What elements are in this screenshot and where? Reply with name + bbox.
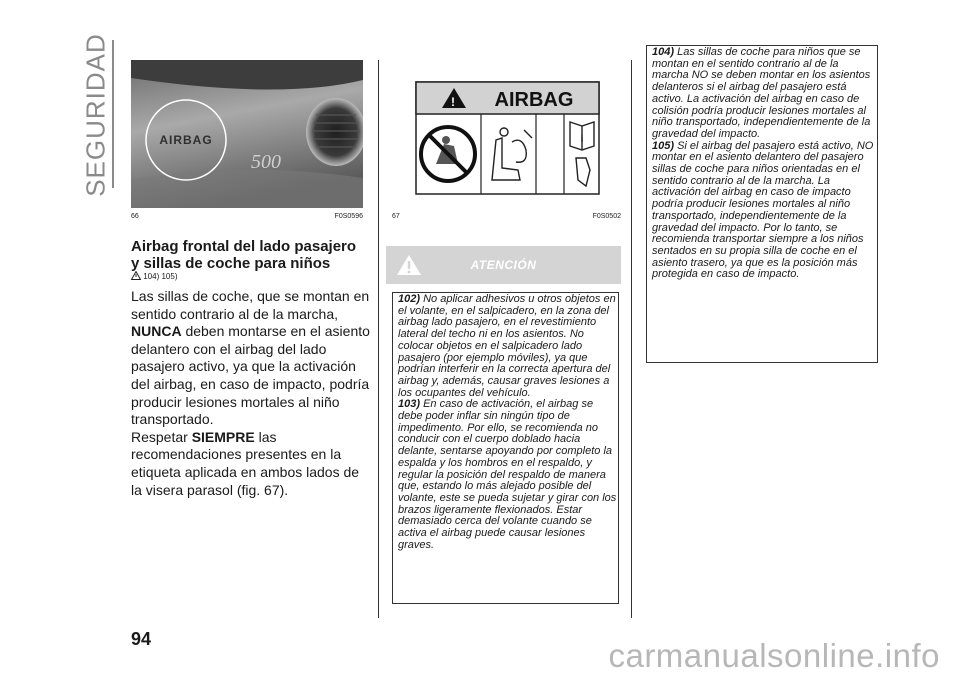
warning-item: [398, 294, 618, 399]
warning-box-middle: [392, 292, 619, 604]
warning-title: ATENCIÓN: [470, 258, 537, 272]
paragraph-2: [131, 429, 371, 499]
watermark: carmanualsonline.info: [608, 637, 940, 674]
warning-references: [131, 271, 177, 281]
warning-item: [652, 141, 877, 281]
figure-67-label: [386, 60, 621, 208]
svg-text:!: !: [451, 95, 455, 109]
label-title: AIRBAG: [494, 89, 574, 111]
figure-66-number: 66: [131, 213, 139, 220]
figure-67-number: 67: [392, 213, 400, 220]
section-title: [77, 33, 115, 197]
warning-item-number: 104): [652, 46, 675, 58]
body-paragraphs: [131, 288, 371, 499]
warning-item-number: 102): [398, 293, 421, 305]
figure-66-code: F0S0596: [334, 213, 363, 220]
svg-text:500: 500: [251, 151, 281, 173]
warning-item: [652, 47, 877, 141]
airbag-warning-label: [386, 60, 621, 208]
airbag-badge: AIRBAG: [159, 133, 213, 147]
section-title-text: SEGURIDAD: [80, 33, 111, 197]
warning-item-text: En caso de activación, el airbag se debe poder inflar sin ningún tipo de impedimento. Por ello, se recomienda no conducir con el cuerpo doblado hacia delante, sentarse apoyando por completo la espalda y los hombros en el respaldo, y regular la posición del respaldo de manera que, estando lo más alejado posible del volante, este se pueda sujetar y girar con los brazos ligeramente flexionados. Estar demasiado cerca del volante cuando se activa el airbag puede causar lesiones graves.: [398, 398, 617, 551]
paragraph-1-part-c: deben montarse en el asiento delantero con el airbag del lado pasajero activo, ya que la activación del airbag, en caso de impacto, podría producir lesiones mortales al niño transportado.: [131, 323, 370, 428]
figure-66-caption: [131, 213, 363, 220]
warning-item-number: 105): [652, 139, 675, 152]
section-rule: [112, 40, 114, 188]
paragraph-2-part-c: las recomendaciones presentes en la etiqueta aplicada en ambos lados de la visera parasol (fig. 67).: [131, 428, 360, 498]
page-number: 94: [131, 629, 152, 649]
figure-67-caption: [392, 213, 621, 220]
warning-item-number: 103): [398, 398, 421, 411]
warning-item: [398, 399, 618, 551]
references-text: 104) 105): [143, 272, 178, 281]
warning-item-text: Si el airbag del pasajero está activo, NO montar en el asiento delantero del pasajero sillas de coche para niños orientadas en el sentido contrario al de la marcha. La activación del airbag en caso de impacto podría producir lesiones mortales al niño transportado, independientemente de la gravedad del impacto. Por lo tanto, se recomienda transportar siempre a los niños sentados en su propia silla de coche en el asiento trasero, ya que es la posición más protegida en caso de impacto.: [652, 139, 874, 281]
dashboard-illustration: [131, 60, 363, 208]
column-divider-1: [378, 60, 379, 618]
paragraph-2-part-a: Respetar: [131, 428, 188, 445]
svg-text:i: i: [580, 134, 584, 145]
paragraph-1-part-a: Las sillas de coche, que se montan en sentido contrario al de la marcha,: [131, 288, 370, 322]
paragraph-2-emphasis: SIEMPRE: [191, 428, 255, 445]
warning-item-text: No aplicar adhesivos u otros objetos en el volante, en el salpicadero, en la zona del airbag lado pasajero, en el revestimiento lateral del techo ni en los asientos. No colocar objetos en el salpicadero lado pasajero (por ejemplo móviles), ya que podrían interferir en la correcta apertura del airbag y, además, causar graves lesiones a los ocupantes del vehículo.: [398, 293, 616, 399]
warning-header: [386, 246, 621, 284]
warning-box-right: [646, 45, 878, 363]
warning-item-text: Las sillas de coche para niños que se montan en el sentido contrario al de la marcha NO se deben montar en los asientos delanteros si el airbag del pasajero está activo. La activación del airbag en caso de colisión podría producir lesiones mortales al niño transportado, independientemente de la gravedad del impacto.: [652, 46, 871, 140]
section-heading: Airbag frontal del lado pasajero y sillas de coche para niños: [131, 238, 357, 272]
figure-67-code: F0S0502: [592, 213, 621, 220]
paragraph-1: [131, 288, 371, 429]
column-divider-2: [631, 60, 632, 618]
warning-triangle-icon: [131, 271, 141, 280]
paragraph-1-emphasis: NUNCA: [131, 323, 182, 340]
figure-66-photo: [131, 60, 363, 208]
